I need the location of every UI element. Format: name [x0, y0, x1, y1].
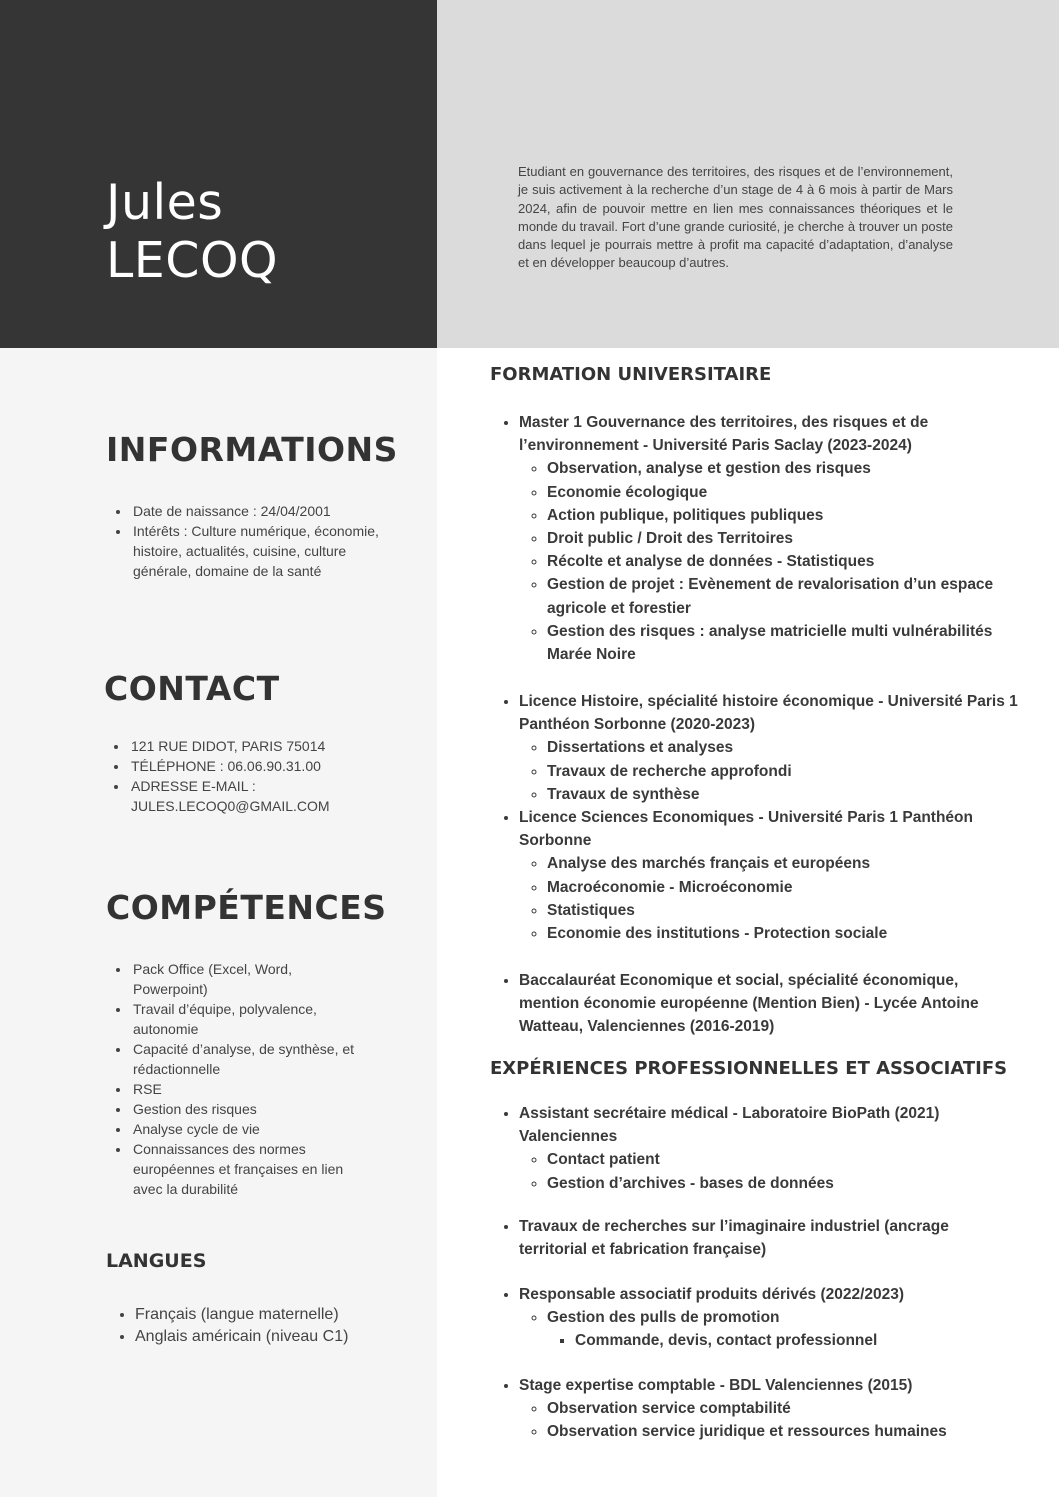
list-item: ◦ Observation service juridique et ressources humaines: [547, 1420, 1019, 1443]
list-item: ◦ Analyse des marchés français et européens: [547, 852, 1019, 875]
list-item: • Anglais américain (niveau C1): [135, 1326, 435, 1348]
item-label: Licence Sciences Economiques - Université Paris 1 Panthéon Sorbonne: [519, 809, 973, 850]
list-item: ◦ Macroéconomie - Microéconomie: [547, 876, 1019, 899]
formation-master: [490, 411, 1019, 666]
contact-list: [105, 736, 379, 816]
list-item: ▪ Commande, devis, contact professionnel: [575, 1329, 1019, 1352]
sublist: [519, 457, 1019, 666]
sublist: [519, 736, 1019, 806]
list-item: ◦ Gestion des risques : analyse matricielle multi vulnérabilités Marée Noire: [547, 620, 1019, 666]
item-label: Responsable associatif produits dérivés (2022/2023): [519, 1286, 905, 1303]
experiences-title: EXPÉRIENCES PROFESSIONNELLES ET ASSOCIATIFS: [490, 1058, 1008, 1079]
competences-list: [107, 959, 366, 1199]
informations-list: [107, 501, 403, 581]
list-item: • Travail d’équipe, polyvalence, autonomie: [131, 999, 366, 1039]
list-item: [519, 411, 1019, 666]
item-label: Assistant secrétaire médical - Laboratoire BioPath (2021) Valenciennes: [519, 1105, 940, 1146]
list-item: [519, 1374, 1019, 1444]
sublist: [519, 1306, 1019, 1352]
sublist: [519, 1148, 1019, 1194]
sublist: [547, 1329, 1019, 1352]
list-item: ◦ Gestion de projet : Evènement de revalorisation d’un espace agricole et forestier: [547, 573, 1019, 619]
list-item: • Analyse cycle de vie: [131, 1119, 366, 1139]
item-label: Master 1 Gouvernance des territoires, des risques et de l’environnement - Université Paris Saclay (2023-2024): [519, 414, 929, 455]
list-item: • Français (langue maternelle): [135, 1304, 435, 1326]
list-item: • Date de naissance : 24/04/2001: [131, 501, 403, 521]
list-item: • Baccalauréat Economique et social, spécialité économique, mention économie européenne (Mention Bien) - Lycée Antoine Watteau, Valenciennes (2016-2019): [519, 969, 1019, 1039]
list-item: [519, 806, 1019, 945]
list-item: ◦ Récolte et analyse de données - Statistiques: [547, 550, 1019, 573]
list-item: ◦ Observation service comptabilité: [547, 1397, 1019, 1420]
langues-list: [107, 1304, 435, 1348]
list-item: • RSE: [131, 1079, 366, 1099]
list-item: ◦ Observation, analyse et gestion des risques: [547, 457, 1019, 480]
sublist: [519, 1397, 1019, 1443]
list-item: • ADRESSE E-MAIL : JULES.LECOQ0@GMAIL.COM: [129, 776, 379, 816]
last-name: LECOQ: [106, 232, 279, 289]
experience-stage: [490, 1374, 1019, 1444]
experience-assistant: [490, 1102, 1019, 1195]
item-label: Licence Histoire, spécialité histoire économique - Université Paris 1 Panthéon Sorbonne (2020-2023): [519, 693, 1018, 734]
list-item: ◦ Action publique, politiques publiques: [547, 504, 1019, 527]
list-item: • Gestion des risques: [131, 1099, 366, 1119]
list-item: ◦ Gestion d’archives - bases de données: [547, 1172, 1019, 1195]
list-item: ◦ Statistiques: [547, 899, 1019, 922]
list-item: [519, 690, 1019, 806]
list-item: ◦ Travaux de synthèse: [547, 783, 1019, 806]
first-name: Jules: [106, 174, 224, 231]
profile-summary: Etudiant en gouvernance des territoires, des risques et de l’environnement, je suis activement à la recherche d’un stage de 4 à 6 mois à partir de Mars 2024, afin de pouvoir mettre en lien mes connaissances théoriques et le monde du travail. Fort d’une grande curiosité, je cherche à trouver un poste dans lequel je pourrais mettre à profit ma capacité d’adaptation, d’analyse et en développer beaucoup d’autres.: [518, 164, 953, 271]
list-item: ◦ Economie écologique: [547, 481, 1019, 504]
item-label: Gestion des pulls de promotion: [547, 1309, 780, 1327]
list-item: • 121 RUE DIDOT, PARIS 75014: [129, 736, 379, 756]
formation-licences: [490, 690, 1019, 945]
list-item: [547, 1306, 1019, 1352]
langues-title: LANGUES: [106, 1250, 207, 1272]
formation-bac: [490, 969, 1019, 1039]
competences-title: COMPÉTENCES: [106, 888, 387, 927]
list-item: ◦ Droit public / Droit des Territoires: [547, 527, 1019, 550]
candidate-name: [106, 174, 278, 290]
list-item: ◦ Economie des institutions - Protection sociale: [547, 922, 1019, 945]
experience-responsable: [490, 1283, 1019, 1353]
list-item: [519, 1102, 1019, 1195]
list-item: ◦ Dissertations et analyses: [547, 736, 1019, 759]
list-item: ◦ Travaux de recherche approfondi: [547, 760, 1019, 783]
list-item: • Travaux de recherches sur l’imaginaire industriel (ancrage territorial et fabrication française): [519, 1215, 1019, 1261]
informations-title: INFORMATIONS: [106, 430, 398, 469]
list-item: ◦ Contact patient: [547, 1148, 1019, 1171]
list-item: • TÉLÉPHONE : 06.06.90.31.00: [129, 756, 379, 776]
list-item: • Pack Office (Excel, Word, Powerpoint): [131, 959, 366, 999]
formation-title: FORMATION UNIVERSITAIRE: [490, 364, 772, 385]
experience-travaux: [490, 1215, 1019, 1261]
list-item: • Capacité d’analyse, de synthèse, et rédactionnelle: [131, 1039, 366, 1079]
contact-title: CONTACT: [104, 669, 280, 708]
list-item: • Connaissances des normes européennes et françaises en lien avec la durabilité: [131, 1139, 366, 1199]
list-item: • Intérêts : Culture numérique, économie, histoire, actualités, cuisine, culture générale, domaine de la santé: [131, 521, 403, 581]
item-label: Stage expertise comptable - BDL Valenciennes (2015): [519, 1377, 913, 1394]
sublist: [519, 852, 1019, 945]
list-item: [519, 1283, 1019, 1353]
